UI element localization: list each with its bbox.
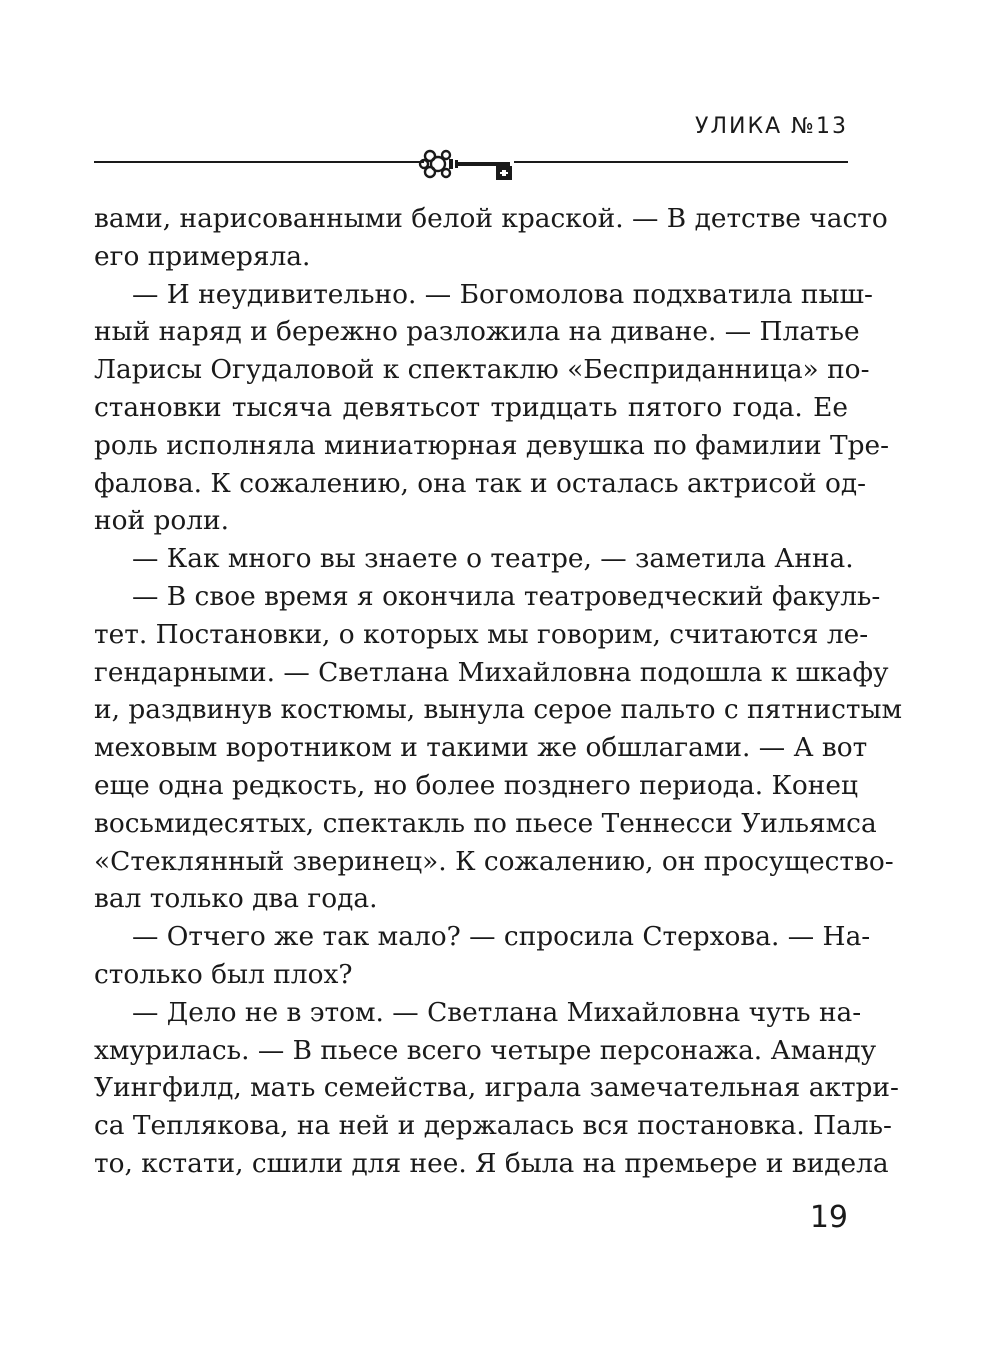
running-head-title: УЛИКА №13 <box>695 114 848 139</box>
text-line: восьмидесятых, спектакль по пьесе Теннесси Уильямса <box>94 807 877 839</box>
text-line: — И неудивительно. — Богомолова подхватила пыш- <box>132 278 873 310</box>
text-line: вал только два года. <box>94 883 378 915</box>
text-line: столько был плох? <box>94 958 353 990</box>
text-line: роль исполняла миниатюрная девушка по фамилии Тре- <box>94 429 890 461</box>
page-number: 19 <box>809 1200 848 1235</box>
text-line: меховым воротником и такими же обшлагами. — А вот <box>94 732 868 764</box>
text-line: становки тысяча девятьсот тридцать пятого года. Ее <box>94 391 848 423</box>
key-icon <box>418 144 522 184</box>
text-line: — Дело не в этом. — Светлана Михайловна чуть на- <box>132 996 862 1028</box>
header-rule-left <box>94 161 424 163</box>
text-line: ный наряд и бережно разложила на диване. — Платье <box>94 316 860 348</box>
text-line: то, кстати, сшили для нее. Я была на премьере и видела <box>94 1147 889 1179</box>
text-line: — Как много вы знаете о театре, — заметила Анна. <box>132 543 854 575</box>
text-line: еще одна редкость, но более позднего периода. Конец <box>94 769 858 801</box>
header-rule-right <box>514 161 848 163</box>
text-line: тет. Постановки, о которых мы говорим, считаются ле- <box>94 618 869 650</box>
text-line: хмурилась. — В пьесе всего четыре персонажа. Аманду <box>94 1034 877 1066</box>
body-text <box>94 200 902 1183</box>
text-line: Ларисы Огудаловой к спектаклю «Бесприданница» по- <box>94 354 870 386</box>
text-line: «Стеклянный зверинец». К сожалению, он просуществo- <box>94 845 894 877</box>
text-line: Уингфилд, мать семейства, играла замечательная актри- <box>94 1072 899 1104</box>
text-line: и, раздвинув костюмы, вынула серое пальто с пятнистым <box>94 694 902 726</box>
text-line: — Отчего же так мало? — спросила Стерхова. — На- <box>132 921 871 953</box>
text-line: са Теплякова, на ней и держалась вся постановка. Паль- <box>94 1110 892 1142</box>
text-line: — В свое время я окончила театроведческий факуль- <box>132 580 881 612</box>
text-line: гендарными. — Светлана Михайловна подошла к шкафу <box>94 656 889 688</box>
text-line: его примеряла. <box>94 240 311 272</box>
text-line: фалова. К сожалению, она так и осталась актрисой од- <box>94 467 867 499</box>
text-line: вами, нарисованными белой краской. — В детстве часто <box>94 203 888 234</box>
text-line: ной роли. <box>94 505 229 537</box>
